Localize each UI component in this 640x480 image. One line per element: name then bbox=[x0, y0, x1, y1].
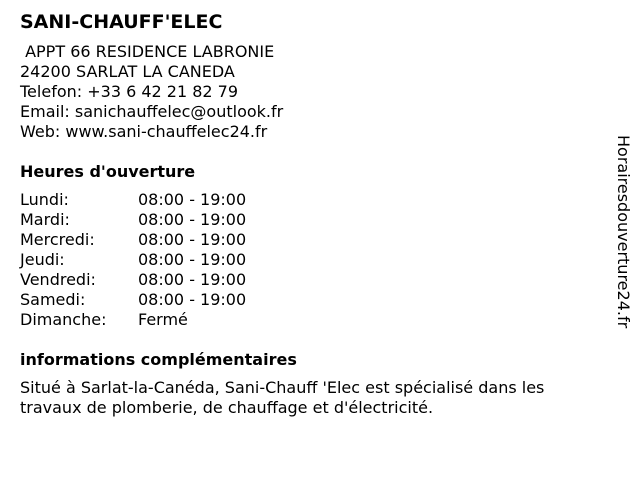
hours-day: Mercredi: bbox=[20, 230, 95, 249]
hours-day: Jeudi: bbox=[20, 250, 65, 269]
hours-day: Dimanche: bbox=[20, 310, 107, 329]
business-name: SANI-CHAUFF'ELEC bbox=[20, 11, 223, 33]
info-text: Situé à Sarlat-la-Canéda, Sani-Chauff 'Elec est spécialisé dans les travaux de plomberie, de chauffage et d'électricité. bbox=[20, 378, 545, 417]
hours-time: 08:00 - 19:00 bbox=[138, 270, 247, 289]
hours-title: Heures d'ouverture bbox=[20, 162, 196, 181]
web-line: Web: www.sani-chauffelec24.fr bbox=[20, 122, 268, 141]
hours-row bbox=[20, 190, 580, 210]
hours-day: Samedi: bbox=[20, 290, 86, 309]
hours-row bbox=[20, 250, 580, 270]
hours-day: Lundi: bbox=[20, 190, 69, 209]
address-line-2: 24200 SARLAT LA CANEDA bbox=[20, 62, 235, 81]
hours-row bbox=[20, 230, 580, 250]
hours-day: Vendredi: bbox=[20, 270, 96, 289]
hours-row bbox=[20, 210, 580, 230]
info-title: informations complémentaires bbox=[20, 350, 297, 369]
phone-line: Telefon: +33 6 42 21 82 79 bbox=[20, 82, 239, 101]
business-card bbox=[20, 10, 580, 418]
hours-day: Mardi: bbox=[20, 210, 70, 229]
hours-time: 08:00 - 19:00 bbox=[138, 230, 247, 249]
email-line: Email: sanichauffelec@outlook.fr bbox=[20, 102, 284, 121]
hours-time: 08:00 - 19:00 bbox=[138, 190, 247, 209]
hours-table bbox=[20, 190, 580, 330]
hours-row bbox=[20, 310, 580, 330]
side-watermark: Horairesdouverture24.fr bbox=[614, 135, 633, 329]
hours-time: 08:00 - 19:00 bbox=[138, 210, 247, 229]
hours-time: 08:00 - 19:00 bbox=[138, 250, 247, 269]
hours-time: Fermé bbox=[138, 310, 188, 329]
hours-row bbox=[20, 270, 580, 290]
hours-time: 08:00 - 19:00 bbox=[138, 290, 247, 309]
address-line-1: APPT 66 RESIDENCE LABRONIE bbox=[20, 42, 275, 61]
hours-row bbox=[20, 290, 580, 310]
